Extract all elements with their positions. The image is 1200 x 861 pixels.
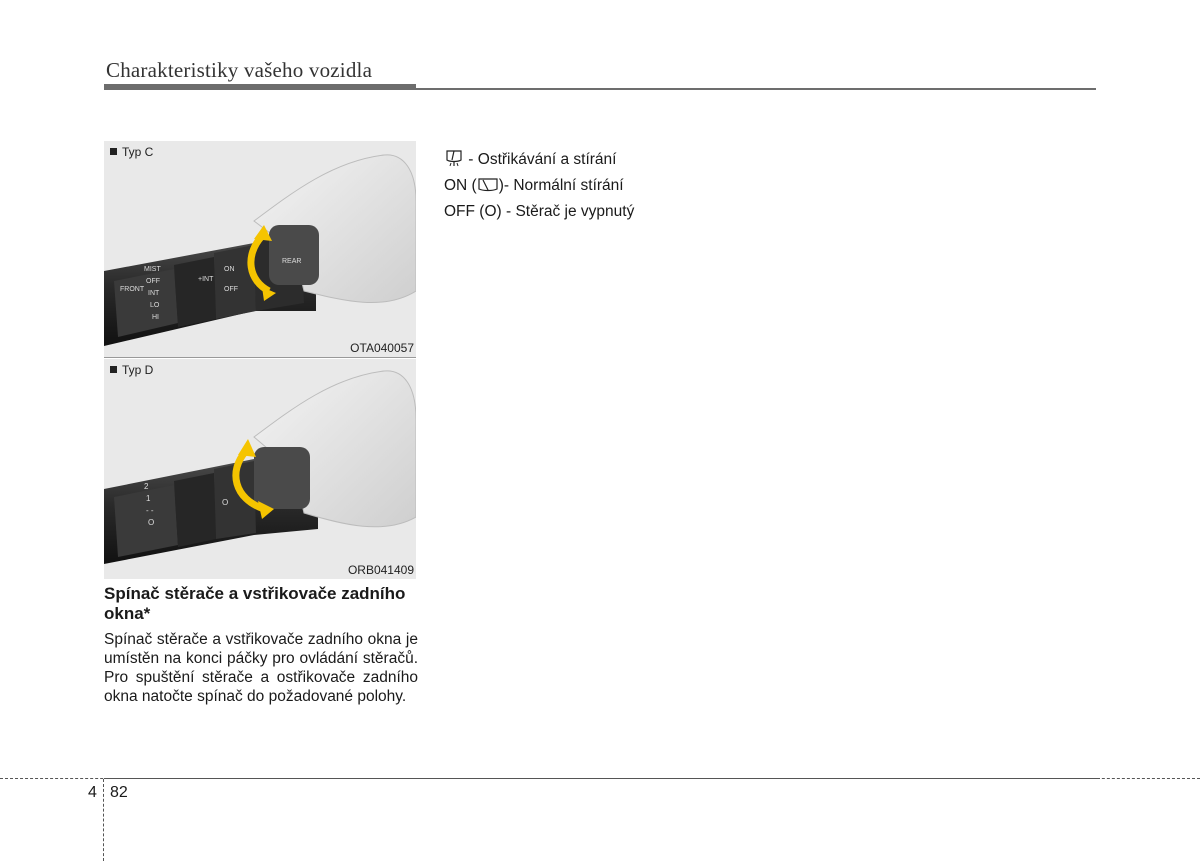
svg-text:1: 1 <box>146 494 151 503</box>
header-rule-thin <box>416 88 1096 90</box>
wiper-stalk-illustration-d <box>104 359 416 579</box>
svg-text:OFF: OFF <box>224 286 238 293</box>
footer-rule-solid <box>104 778 1100 779</box>
footer-divider <box>103 779 104 861</box>
legend-washer-line <box>444 148 634 174</box>
wiper-stalk-illustration-c <box>104 141 416 357</box>
figure-separator <box>104 357 416 358</box>
svg-text:+INT: +INT <box>198 276 214 283</box>
svg-text:MIST: MIST <box>144 266 161 273</box>
figure-label: Typ D <box>110 363 153 377</box>
legend-on-suffix: )- Normální stírání <box>498 177 624 194</box>
wiper-icon <box>477 177 499 200</box>
figure-code: OTA040057 <box>350 341 414 355</box>
figure-label: Typ C <box>110 145 153 159</box>
washer-wiper-icon <box>444 149 464 174</box>
legend-off-line: OFF (O) - Stěrač je vypnutý <box>444 203 635 220</box>
figure-type-d <box>104 359 416 579</box>
svg-text:HI: HI <box>152 314 159 321</box>
section-title: Spínač stěrače a vstřikovače zadního okna* <box>104 584 406 623</box>
figure-type-c <box>104 141 416 357</box>
legend-on-line <box>444 174 634 200</box>
page-chapter: 4 <box>88 784 97 801</box>
svg-text:O: O <box>222 498 229 507</box>
svg-text:ON: ON <box>224 266 235 273</box>
svg-text:2: 2 <box>144 482 149 491</box>
figure-code: ORB041409 <box>347 563 414 577</box>
header-rule-thick <box>104 84 416 90</box>
svg-text:FRONT: FRONT <box>120 286 145 293</box>
svg-text:REAR: REAR <box>282 258 302 265</box>
page-number: 82 <box>110 784 128 801</box>
svg-text:INT: INT <box>148 290 160 297</box>
svg-text:LO: LO <box>150 302 160 309</box>
legend-washer-text: - Ostřikávání a stírání <box>464 151 617 168</box>
svg-text:OFF: OFF <box>146 278 160 285</box>
svg-text:- -: - - <box>146 506 154 515</box>
page-header-title: Charakteristiky vašeho vozidla <box>106 58 373 82</box>
legend-on-prefix: ON ( <box>444 177 477 194</box>
svg-text:O: O <box>148 518 155 527</box>
section-body: Spínač stěrače a vstřikovače zadního okna je umístěn na konci páčky pro ovládání stěračů. Pro spuštění stěrače a ostřikovače zadního okna natočte spínač do požadované polohy. <box>104 631 418 705</box>
wiper-legend <box>444 148 634 223</box>
